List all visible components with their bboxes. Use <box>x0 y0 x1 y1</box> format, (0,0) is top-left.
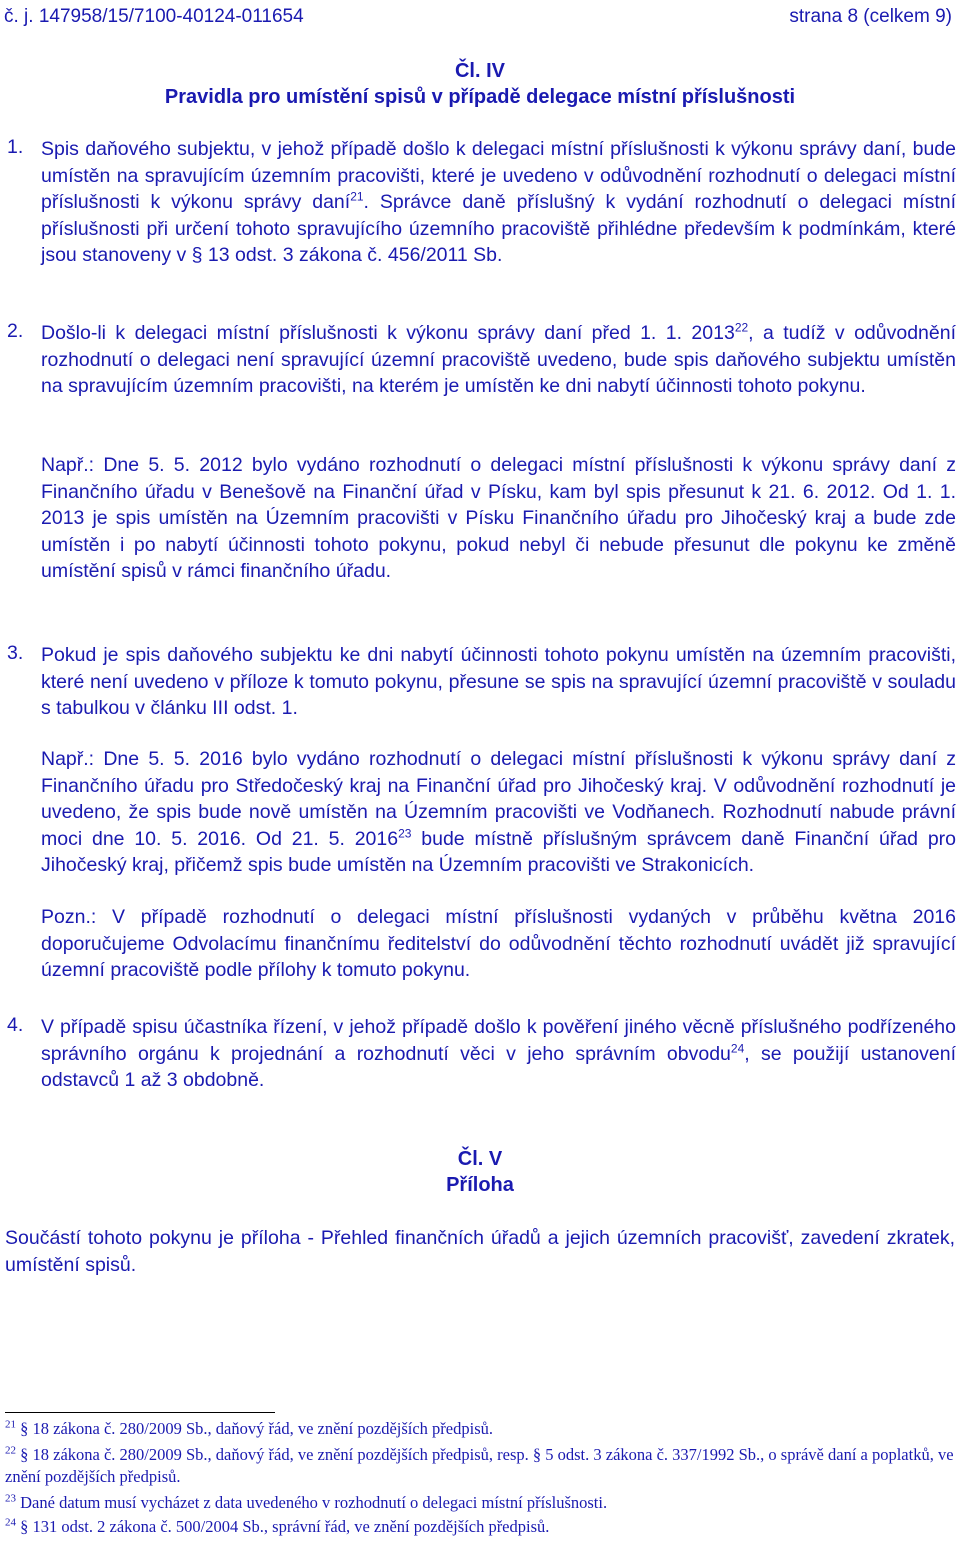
article-5-title: Čl. V <box>457 1148 503 1170</box>
footnote-23: $^{23}$ Dané datum musí vycházet z data uvedeného v rozhodnutí o delegaci místní příslušnosti. <box>5 1492 608 1512</box>
item-1-number: 1. <box>7 136 24 158</box>
example-1-paragraph: Např.: Dne 5. 5. 2012 bylo vydáno rozhodnutí o delegaci místní příslušnosti k výkonu správy daní z Finančního úřadu v Benešově na Finanční úřad v Písku, kam byl spis přesunut k 21. 6. 2012. Od 1. 1. 2013 je spis umístěn na Územním pracovišti v Písku Finančního úřadu pro Jihočeský kraj a bude zde umístěn i po nabytí účinnosti tohoto pokynu, pokud nebyl či nebude přesunut dle pokynu ke změně umístění spisů v rámci finančního úřadu. <box>41 454 956 582</box>
item-3-number: 3. <box>7 642 24 664</box>
page-number: strana 8 (celkem 9) <box>789 6 952 27</box>
footnote-separator <box>5 1412 275 1413</box>
footnote-22: $^{22}$ § 18 zákona č. 280/2009 Sb., daňový řád, ve znění pozdějších předpisů, resp. § 5 odst. 3 zákona č. 337/1992 Sb., o správě daní a poplatků, ve znění pozdějších předpisů. <box>5 1444 954 1486</box>
article-4-subtitle: Pravidla pro umístění spisů v případě delegace místní příslušnosti <box>164 86 796 108</box>
footnote-ref-23: 23 <box>398 826 412 840</box>
item-1-paragraph: Spis daňového subjektu, v jehož případě došlo k delegaci místní příslušnosti k výkonu správy daní, bude umístěn na spravujícím územním pracovišti, které je uvedeno v odůvodnění rozhodnutí o delegaci místní příslušnosti k výkonu správy daní$^{21}$. Správce daně příslušný k vydání rozhodnutí o delegaci místní příslušnosti při určení tohoto spravujícího územního pracoviště přihlédne především k podmínkám, které jsou stanoveny v § 13 odst. 3 zákona č. 456/2011 Sb. <box>41 138 956 266</box>
footnote-21: $^{21}$ § 18 zákona č. 280/2009 Sb., daňový řád, ve znění pozdějších předpisů. <box>5 1418 494 1438</box>
footnote-24: $^{24}$ § 131 odst. 2 zákona č. 500/2004 Sb., správní řád, ve znění pozdějších předpisů. <box>5 1516 550 1536</box>
footnote-ref-24: 24 <box>730 1041 745 1055</box>
page-header <box>4 6 952 28</box>
footnote-ref-21: 21 <box>350 189 364 204</box>
article-5-subtitle: Příloha <box>446 1174 514 1196</box>
article-4-title: Čl. IV <box>454 60 505 82</box>
item-3-paragraph: Pokud je spis daňového subjektu ke dni nabytí účinnosti tohoto pokynu umístěn na územním pracovišti, které není uvedeno v příloze k tomuto pokynu, přesune se spis na spravující územní pracoviště v souladu s tabulkou v článku III odst. 1. <box>41 644 956 719</box>
article-5-paragraph: Součástí tohoto pokynu je příloha - Přehled finančních úřadů a jejich územních pracovišť, zavedení zkratek, umístění spisů. <box>5 1227 955 1276</box>
item-2-number: 2. <box>7 320 24 342</box>
item-2-paragraph: Došlo-li k delegaci místní příslušnosti k výkonu správy daní před 1. 1. 2013$^{22}$, a tudíž v odůvodnění rozhodnutí o delegaci není spravující územní pracoviště uvedeno, bude spis daňového subjektu umístěn na spravujícím územním pracovišti, na kterém je umístěn ke dni nabytí účinnosti tohoto pokynu. <box>41 320 956 397</box>
example-2-paragraph: Např.: Dne 5. 5. 2016 bylo vydáno rozhodnutí o delegaci místní příslušnosti k výkonu správy daní z Finančního úřadu pro Středočeský kraj na Finanční úřad pro Jihočeský kraj. V odůvodnění rozhodnutí je uvedeno, že spis bude nově umístěn na Územním pracovišti ve Vodňanech. Rozhodnutí nabude právní moci dne 10. 5. 2016. Od 21. 5. 2016$^{23}$ bude místně příslušným správcem daně Finanční úřad pro Jihočeský kraj, přičemž spis bude umístěn na Územním pracovišti ve Strakonicích. <box>41 748 957 876</box>
item-4-paragraph: V případě spisu účastníka řízení, v jehož případě došlo k pověření jiného věcně příslušného podřízeného správního orgánu k projednání a rozhodnutí věci v jeho správním obvodu$^{24}$, se použijí ustanovení odstavců 1 až 3 obdobně. <box>41 1016 956 1091</box>
footnote-ref-22: 22 <box>734 320 749 335</box>
note-paragraph: Pozn.: V případě rozhodnutí o delegaci místní příslušnosti vydaných v průběhu května 2016 doporučujeme Odvolacímu finančnímu ředitelství do odůvodnění těchto rozhodnutí uvádět již spravující územní pracoviště podle přílohy k tomuto pokynu. <box>41 906 956 981</box>
item-4-number: 4. <box>7 1014 24 1036</box>
reference-number: č. j. 147958/15/7100-40124-011654 <box>4 6 304 27</box>
